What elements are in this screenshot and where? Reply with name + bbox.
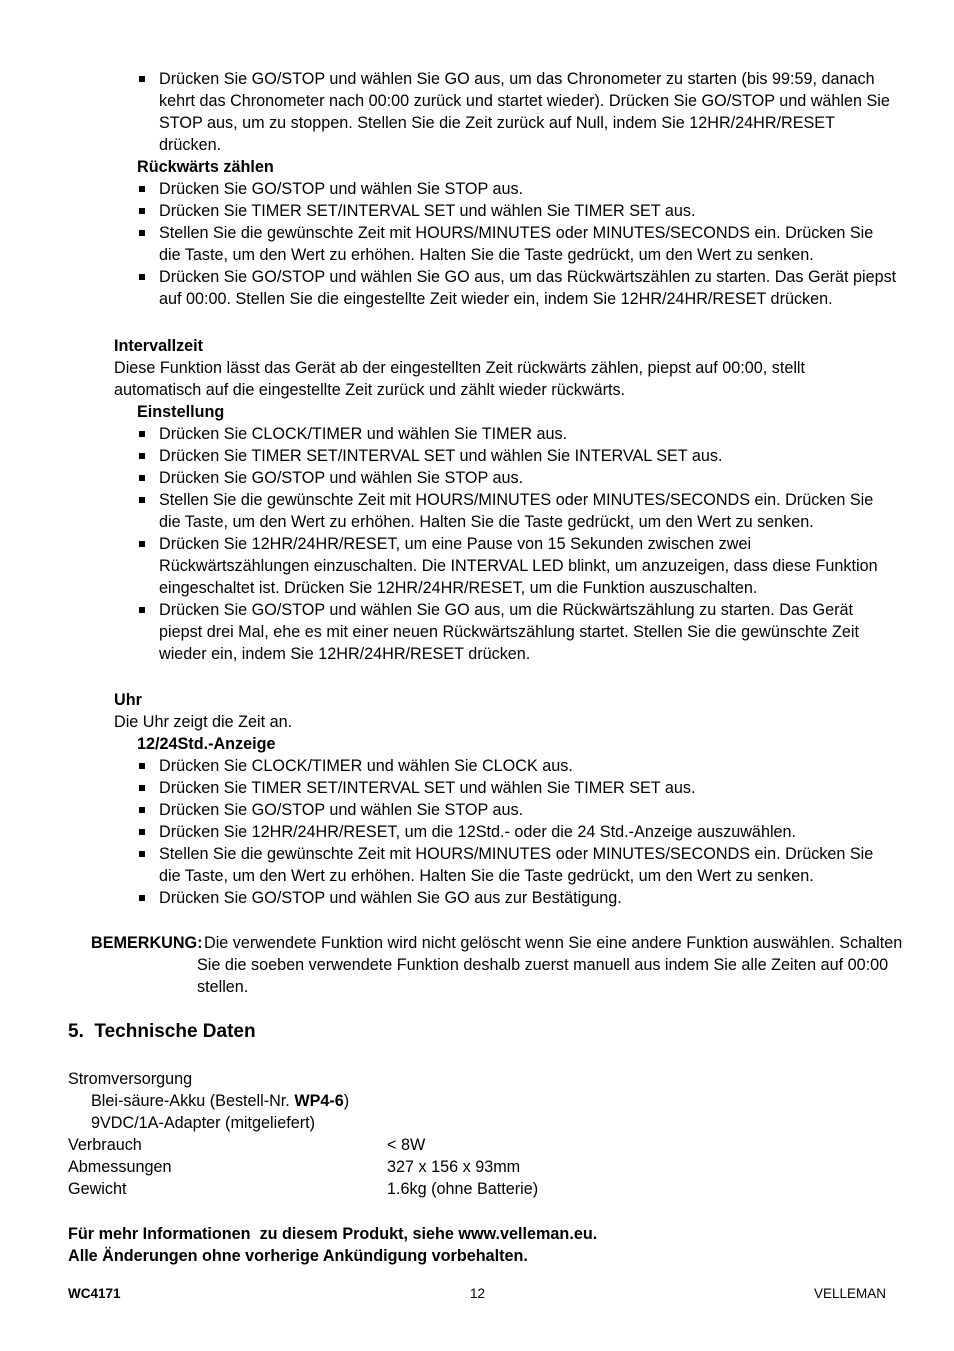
list-item: Drücken Sie CLOCK/TIMER und wählen Sie CLOCK aus. [137,755,897,777]
battery-prefix: Blei-säure-Akku (Bestell-Nr. [91,1092,295,1110]
list-item: Drücken Sie TIMER SET/INTERVAL SET und wählen Sie INTERVAL SET aus. [137,445,897,467]
interval-bullet-list [137,423,897,665]
battery-line [91,1090,349,1112]
interval-subheading: Einstellung [137,403,225,421]
interval-description: Diese Funktion lässt das Gerät ab der eingestellten Zeit rückwärts zählen, piepst auf 00:00, stellt automatisch auf die eingestellte Zeit zurück und zählt wieder rückwärts. [114,359,806,399]
list-item: Drücken Sie TIMER SET/INTERVAL SET und wählen Sie TIMER SET aus. [137,200,897,222]
spec-label-consumption: Verbrauch [68,1136,142,1154]
clock-bullet-list [137,755,897,909]
list-item: Stellen Sie die gewünschte Zeit mit HOURS/MINUTES oder MINUTES/SECONDS ein. Drücken Sie die Taste, um den Wert zu erhöhen. Halten Sie die Taste gedrückt, um den Wert zu senken. [137,489,897,533]
adapter-line: 9VDC/1A-Adapter (mitgeliefert) [91,1114,316,1132]
list-item: Drücken Sie CLOCK/TIMER und wählen Sie TIMER aus. [137,423,897,445]
info-line-2: Alle Änderungen ohne vorherige Ankündigung vorbehalten. [68,1247,528,1265]
list-item: Drücken Sie GO/STOP und wählen Sie STOP aus. [137,178,897,200]
list-item: Drücken Sie 12HR/24HR/RESET, um eine Pause von 15 Sekunden zwischen zwei Rückwärtszählungen einzuschalten. Die INTERVAL LED blinkt, um anzuzeigen, dass diese Funktion eingeschaltet ist. Drücken Sie 12HR/24HR/RESET, um die Funktion auszuschalten. [137,533,897,599]
footer-brand: VELLEMAN [813,1286,886,1301]
clock-heading: Uhr [114,691,142,709]
power-supply-label: Stromversorgung [68,1070,193,1088]
list-item: Drücken Sie GO/STOP und wählen Sie GO aus, um die Rückwärtszählung zu starten. Das Gerät piepst drei Mal, ehe es mit einer neuen Rückwärtszählung startet. Stellen Sie die gewünschte Zeit wieder ein, indem Sie 12HR/24HR/RESET drücken. [137,599,897,665]
battery-suffix: ) [343,1092,350,1110]
spec-value-dimensions: 327 x 156 x 93mm [387,1158,521,1176]
clock-description: Die Uhr zeigt die Zeit an. [114,713,293,731]
list-item: Drücken Sie GO/STOP und wählen Sie GO aus, um das Chronometer zu starten (bis 99:59, danach kehrt das Chronometer nach 00:00 zurück und startet wieder). Drücken Sie GO/STOP und wählen Sie STOP aus, um zu stoppen. Stellen Sie die Zeit zurück auf Null, indem Sie 12HR/24HR/RESET drücken. [137,68,897,156]
list-item: Stellen Sie die gewünschte Zeit mit HOURS/MINUTES oder MINUTES/SECONDS ein. Drücken Sie die Taste, um den Wert zu erhöhen. Halten Sie die Taste gedrückt, um den Wert zu senken. [137,843,897,887]
chrono-bullet-list [137,68,897,156]
countdown-heading: Rückwärts zählen [137,158,274,176]
footer-page-number: 12 [470,1286,486,1301]
countdown-bullet-list [137,178,897,310]
note-line-3: stellen. [197,978,249,996]
list-item: Drücken Sie GO/STOP und wählen Sie STOP aus. [137,467,897,489]
spec-value-consumption: < 8W [387,1136,426,1154]
list-item: Stellen Sie die gewünschte Zeit mit HOURS/MINUTES oder MINUTES/SECONDS ein. Drücken Sie die Taste, um den Wert zu erhöhen. Halten Sie die Taste gedrückt, um den Wert zu senken. [137,222,897,266]
footer-model: WC4171 [68,1286,121,1301]
note-label: BEMERKUNG: [91,934,203,952]
battery-code: WP4-6 [294,1092,344,1110]
list-item: Drücken Sie GO/STOP und wählen Sie GO aus, um das Rückwärtszählen zu starten. Das Gerät piepst auf 00:00. Stellen Sie die eingestellte Zeit wieder ein, indem Sie 12HR/24HR/RESET drücken. [137,266,897,310]
list-item: Drücken Sie GO/STOP und wählen Sie GO aus zur Bestätigung. [137,887,897,909]
list-item: Drücken Sie GO/STOP und wählen Sie STOP aus. [137,799,897,821]
interval-heading: Intervallzeit [114,337,204,355]
spec-value-weight: 1.6kg (ohne Batterie) [387,1180,539,1198]
info-line-1: Für mehr Informationen zu diesem Produkt, siehe www.velleman.eu. [68,1225,598,1243]
section-heading-specs: 5. Technische Daten [68,1021,256,1042]
spec-label-dimensions: Abmessungen [68,1158,172,1176]
list-item: Drücken Sie 12HR/24HR/RESET, um die 12Std.- oder die 24 Std.-Anzeige auszuwählen. [137,821,897,843]
clock-subheading: 12/24Std.-Anzeige [137,735,276,753]
list-item: Drücken Sie TIMER SET/INTERVAL SET und wählen Sie TIMER SET aus. [137,777,897,799]
note-line-1: Die verwendete Funktion wird nicht gelöscht wenn Sie eine andere Funktion auswählen. Schalten [204,934,903,952]
note-line-2: Sie die soeben verwendete Funktion deshalb zuerst manuell aus indem Sie alle Zeiten auf 00:00 [197,956,889,974]
spec-label-weight: Gewicht [68,1180,127,1198]
